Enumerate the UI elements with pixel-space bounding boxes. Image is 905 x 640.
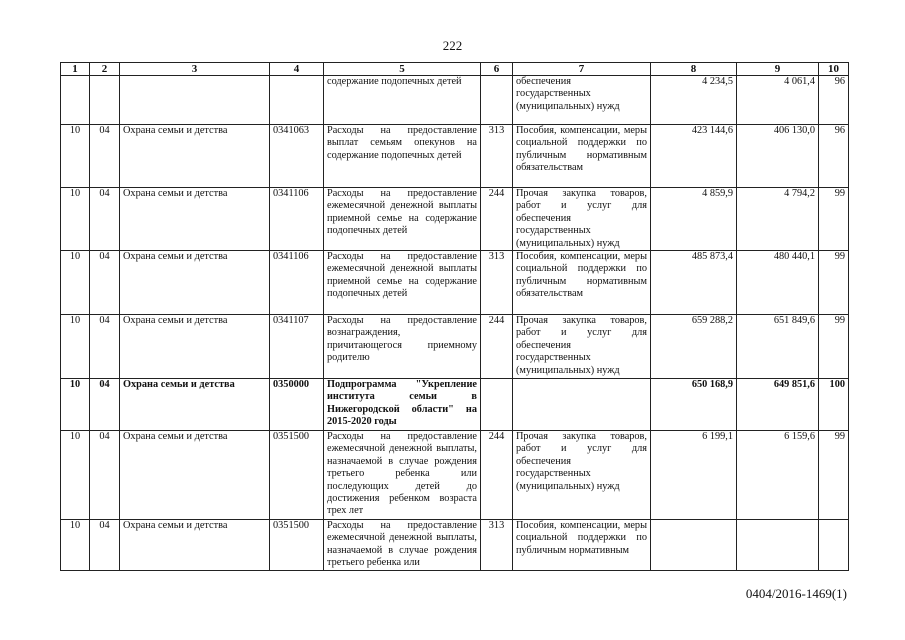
target-article-code: 0351500 bbox=[270, 520, 324, 571]
subsection-name: Охрана семьи и детства bbox=[120, 315, 270, 379]
target-article-code: 0341106 bbox=[270, 188, 324, 251]
target-article-code: 0341063 bbox=[270, 125, 324, 188]
planned-amount: 6 199,1 bbox=[651, 431, 737, 520]
column-header: 3 bbox=[120, 63, 270, 76]
expense-type-name: Прочая закупка товаров, работ и услуг для обеспечения государственных (муниципальных) нужд bbox=[513, 315, 651, 379]
subsection-name bbox=[120, 76, 270, 125]
target-article-name: Расходы на предоставление ежемесячной денежной выплаты приемной семье на содержание подопечных детей bbox=[324, 188, 481, 251]
table-row bbox=[61, 315, 849, 379]
section-code: 10 bbox=[61, 431, 90, 520]
expense-type-name: Прочая закупка товаров, работ и услуг для обеспечения государственных (муниципальных) нужд bbox=[513, 188, 651, 251]
target-article-name: Расходы на предоставление ежемесячной денежной выплаты, назначаемой в случае рождения третьего ребенка или последующих детей до достижения ребенком возраста трех лет bbox=[324, 431, 481, 520]
column-header: 4 bbox=[270, 63, 324, 76]
subsection-name: Охрана семьи и детства bbox=[120, 520, 270, 571]
planned-amount: 4 859,9 bbox=[651, 188, 737, 251]
target-article-name: содержание подопечных детей bbox=[324, 76, 481, 125]
section-code bbox=[61, 76, 90, 125]
column-header: 7 bbox=[513, 63, 651, 76]
section-code: 10 bbox=[61, 379, 90, 431]
execution-percent bbox=[819, 520, 849, 571]
executed-amount: 4 061,4 bbox=[737, 76, 819, 125]
subsection-name: Охрана семьи и детства bbox=[120, 188, 270, 251]
column-header: 9 bbox=[737, 63, 819, 76]
table-row bbox=[61, 431, 849, 520]
target-article-name: Расходы на предоставление ежемесячной денежной выплаты приемной семье на содержание подопечных детей bbox=[324, 251, 481, 315]
target-article-name: Расходы на предоставление ежемесячной денежной выплаты, назначаемой в случае рождения третьего ребенка или bbox=[324, 520, 481, 571]
expense-type-code: 244 bbox=[481, 188, 513, 251]
expense-type-name bbox=[513, 379, 651, 431]
column-header: 8 bbox=[651, 63, 737, 76]
table-row-subprogram bbox=[61, 379, 849, 431]
subsection-code: 04 bbox=[90, 188, 120, 251]
column-header: 2 bbox=[90, 63, 120, 76]
subsection-code: 04 bbox=[90, 431, 120, 520]
target-article-code: 0341106 bbox=[270, 251, 324, 315]
target-article-code: 0351500 bbox=[270, 431, 324, 520]
subsection-name: Охрана семьи и детства bbox=[120, 431, 270, 520]
target-article-code bbox=[270, 76, 324, 125]
planned-amount bbox=[651, 520, 737, 571]
expense-type-code bbox=[481, 76, 513, 125]
table-row bbox=[61, 188, 849, 251]
execution-percent: 96 bbox=[819, 125, 849, 188]
section-code: 10 bbox=[61, 251, 90, 315]
subsection-code: 04 bbox=[90, 315, 120, 379]
table-row bbox=[61, 251, 849, 315]
planned-amount: 485 873,4 bbox=[651, 251, 737, 315]
target-article-name: Расходы на предоставление выплат семьям опекунов на содержание подопечных детей bbox=[324, 125, 481, 188]
planned-amount: 659 288,2 bbox=[651, 315, 737, 379]
executed-amount: 480 440,1 bbox=[737, 251, 819, 315]
document-id: 0404/2016-1469(1) bbox=[745, 586, 847, 601]
section-code: 10 bbox=[61, 520, 90, 571]
execution-percent: 99 bbox=[819, 251, 849, 315]
expense-type-name: Пособия, компенсации, меры социальной поддержки по публичным нормативным bbox=[513, 520, 651, 571]
section-code: 10 bbox=[61, 188, 90, 251]
table-row bbox=[61, 76, 849, 125]
expense-type-code: 244 bbox=[481, 431, 513, 520]
budget-table bbox=[60, 62, 849, 571]
execution-percent: 99 bbox=[819, 188, 849, 251]
executed-amount: 4 794,2 bbox=[737, 188, 819, 251]
column-header: 5 bbox=[324, 63, 481, 76]
execution-percent: 100 bbox=[819, 379, 849, 431]
executed-amount: 6 159,6 bbox=[737, 431, 819, 520]
expense-type-name: Пособия, компенсации, меры социальной поддержки по публичным нормативным обязательствам bbox=[513, 251, 651, 315]
subsection-code: 04 bbox=[90, 520, 120, 571]
expense-type-name: Пособия, компенсации, меры социальной поддержки по публичным нормативным обязательствам bbox=[513, 125, 651, 188]
target-article-code: 0350000 bbox=[270, 379, 324, 431]
table-row bbox=[61, 125, 849, 188]
executed-amount: 651 849,6 bbox=[737, 315, 819, 379]
subsection-code: 04 bbox=[90, 379, 120, 431]
expense-type-code: 313 bbox=[481, 520, 513, 571]
column-header: 6 bbox=[481, 63, 513, 76]
column-header: 10 bbox=[819, 63, 849, 76]
table-row bbox=[61, 520, 849, 571]
expense-type-code: 313 bbox=[481, 251, 513, 315]
execution-percent: 96 bbox=[819, 76, 849, 125]
executed-amount: 649 851,6 bbox=[737, 379, 819, 431]
target-article-code: 0341107 bbox=[270, 315, 324, 379]
planned-amount: 423 144,6 bbox=[651, 125, 737, 188]
target-article-name: Расходы на предоставление вознаграждения, причитающегося приемному родителю bbox=[324, 315, 481, 379]
subprogram-name: Подпрограмма "Укрепление института семьи в Нижегородской области" на 2015-2020 годы bbox=[324, 379, 481, 431]
execution-percent: 99 bbox=[819, 431, 849, 520]
column-header: 1 bbox=[61, 63, 90, 76]
expense-type-code: 313 bbox=[481, 125, 513, 188]
expense-type-name: обеспечения государственных (муниципальных) нужд bbox=[513, 76, 651, 125]
subsection-code: 04 bbox=[90, 251, 120, 315]
planned-amount: 4 234,5 bbox=[651, 76, 737, 125]
page-number: 222 bbox=[442, 38, 463, 53]
expense-type-code bbox=[481, 379, 513, 431]
expense-type-code: 244 bbox=[481, 315, 513, 379]
subsection-code bbox=[90, 76, 120, 125]
expense-type-name: Прочая закупка товаров, работ и услуг для обеспечения государственных (муниципальных) нужд bbox=[513, 431, 651, 520]
executed-amount bbox=[737, 520, 819, 571]
section-code: 10 bbox=[61, 125, 90, 188]
subsection-code: 04 bbox=[90, 125, 120, 188]
executed-amount: 406 130,0 bbox=[737, 125, 819, 188]
section-code: 10 bbox=[61, 315, 90, 379]
subsection-name: Охрана семьи и детства bbox=[120, 379, 270, 431]
subsection-name: Охрана семьи и детства bbox=[120, 251, 270, 315]
planned-amount: 650 168,9 bbox=[651, 379, 737, 431]
subsection-name: Охрана семьи и детства bbox=[120, 125, 270, 188]
table-header-row bbox=[61, 63, 849, 76]
execution-percent: 99 bbox=[819, 315, 849, 379]
